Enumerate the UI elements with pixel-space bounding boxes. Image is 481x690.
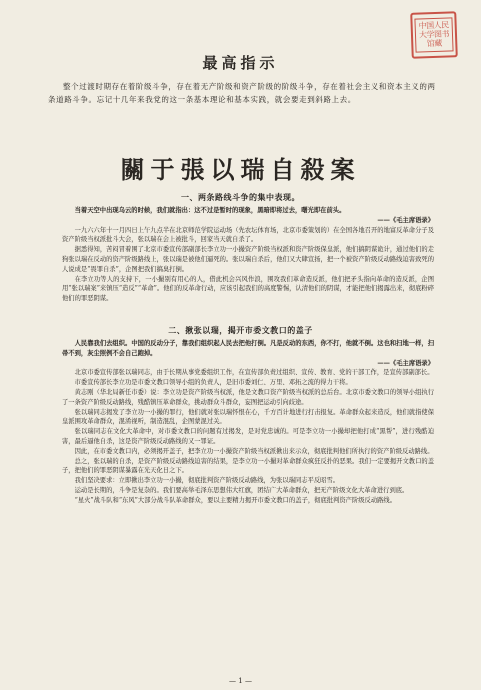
section-1-citation: ——《毛主席语录》 — [377, 216, 434, 224]
document-title: 關于張以瑞自殺案 — [120, 156, 361, 184]
section-2-paragraph: 运动是长期的，斗争是复杂的。我们要高举毛泽东思想伟大红旗，团结广大革命群众，把无产阶级文化大革命进行到底。 — [74, 486, 409, 494]
section-2-body — [62, 339, 434, 506]
section-2-quote: 人民靠我们去组织。中国的反动分子，靠我们组织起人民去把他打倒。凡是反动的东西，你不打，他就不倒。这也和扫地一样，扫帚不到，灰尘照例不会自己跑掉。 — [62, 340, 434, 357]
section-2-citation: ——《毛主席语录》 — [377, 359, 434, 367]
seal-text: 中国人民大学图书馆藏 — [414, 17, 453, 52]
section-1-paragraph: 据悉得知，苦闷冒着围了北京市委宣传部副部长李立功一小撮资产阶级当权派和资产阶级保皇派，他们搞阴谋诡计，通过他们的走狗张以瑞在反动的资产阶级路线上，张以瑞是被他们逼死的。张以瑞自杀后，他们又大肆宣扬，把一个被资产阶级反动路线迫害致死的人说成是“畏罪自杀”，企图把我们搞臭打倒。 — [62, 246, 434, 273]
section-2-paragraph: 北京市委宣传部张以瑞同志，由于长期从事党委组织工作，在宣传部负责过组织、宣传、教育、党的干部工作，是宣传部副部长。 — [74, 369, 434, 377]
section-2-paragraph: 张以瑞同志揭发了李立功一小撮的罪行，他们就对张以瑞怀恨在心，千方百计地进行打击报复。革命群众起来造反，他们就指使保皇派围攻革命群众，混淆视听，制造混乱，企图蒙混过关。 — [62, 408, 434, 426]
supreme-instruction-quote: 整个过渡时期存在着阶级斗争，存在着无产阶级和资产阶级的阶级斗争，存在着社会主义和资本主义的两条道路斗争。忘记十几年来我党的这一条基本理论和基本实践，就会要走到斜路上去。 — [48, 82, 436, 104]
section-2-paragraph: 总之，张以瑞的自杀，是资产阶级反动路线迫害的结果，是李立功一小撮对革命群众疯狂反扑的恶果。我们一定要揭开文教口的盖子，把他们的罪恶阴谋暴露在光天化日之下。 — [62, 457, 434, 475]
section-1-paragraph: 一九六六年十一月四日上午九点半在北京师范学院运动场（先农坛体育场，北京市委策划的）在全国各地召开的地富反革命分子及资产阶级当权派批斗大会，张以瑞在会上被批斗，回家当天就自杀了。 — [62, 226, 434, 244]
section-1-quote: 当着天空中出现乌云的时候，我们就指出：这不过是暂时的现象，黑暗即将过去，曙光即在前头。 — [74, 207, 346, 214]
section-1-heading: 一、两条路线斗争的集中表现。 — [181, 192, 300, 202]
section-2-paragraph: “星火”战斗队和“东风”大部分战斗队革命群众，要以主要精力揭开市委文教口的盖子，彻底批判资产阶级反动路线。 — [74, 496, 397, 504]
supreme-instruction-heading: 最高指示 — [202, 54, 279, 72]
section-2-paragraph: 市委宣传部长李立功是市委文教口领导小组的负责人，是旧市委刘仁、万里、邓拓之流的得力干将。 — [74, 379, 352, 387]
section-2-paragraph: 因此，在市委文教口内，必须揭开盖子，把李立功一小撮资产阶级当权派揪出来示众，彻底批判他们所执行的资产阶级反动路线。 — [74, 447, 434, 455]
section-2-paragraph: 黄志刚（华北局新任市委）说：李立功是资产阶级当权派，他是文教口资产阶级当权派的总后台。北京市委文教口的领导小组执行了一条资产阶级反动路线，残酷镇压革命群众，挑动群众斗群众，妄图把运动引向歧途。 — [62, 388, 434, 406]
page-number: — 1 — — [229, 677, 252, 685]
section-2-paragraph: 张以瑞同志在文化大革命中，对市委文教口的问题有过揭发，是对党忠诚的。可是李立功一小撮却把他打成“黑帮”，进行残酷迫害，最后逼他自杀，这是资产阶级反动路线的又一罪证。 — [62, 428, 434, 445]
section-2-paragraph: 我们坚决要求：立即揪出李立功一小撮，彻底批判资产阶级反动路线，为张以瑞同志平反昭雪。 — [74, 477, 340, 485]
section-1-paragraph: 在李立功等人的支持下，一小撮别有用心的人，借此机会兴风作浪，围攻我们革命造反派，他们把矛头指向革命的造反派，企图用“张以瑞案”来镇压“造反”“革命”。他们的反革命行动，应该引起我们的高度警惕，认清他们的阴谋，才能把他们揭露出来，彻底粉碎他们的罪恶阴谋。 — [62, 275, 434, 303]
section-2-heading: 二、揪张以瑞，揭开市委文教口的盖子 — [168, 325, 313, 335]
section-1-body — [62, 206, 434, 304]
